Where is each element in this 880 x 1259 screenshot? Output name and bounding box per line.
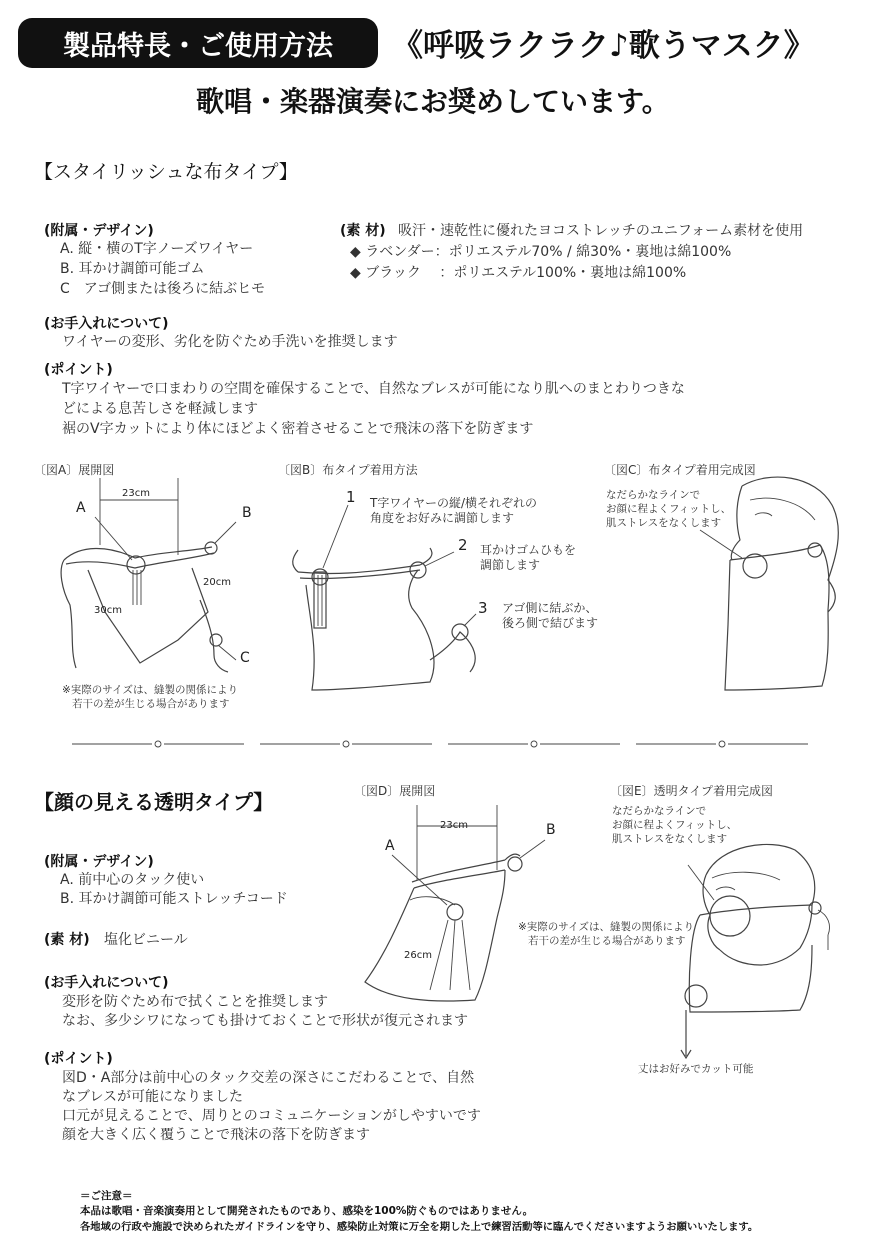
fig-e-note-line: なだらかなラインで xyxy=(612,805,707,817)
fig-b-step-text: 耳かけゴムひもを xyxy=(480,543,577,557)
clear-care-heading: (お手入れについて) xyxy=(44,975,169,991)
fig-a-label-c: C xyxy=(240,650,250,666)
fig-d-dim-width: 23cm xyxy=(440,820,468,831)
notice-line: 各地域の行政や施設で決められたガイドラインを守り、感染防止対策に万全を期した上で練習活動等に臨んでくださいますようお願いいたします。 xyxy=(80,1221,759,1233)
fig-b-step-text: アゴ側に結ぶか、 xyxy=(502,601,598,615)
fig-d-dim-height: 26cm xyxy=(404,950,432,961)
fig-e-note-line: 肌ストレスをなくします xyxy=(612,833,728,845)
fig-c-title: 〔図C〕布タイプ着用完成図 xyxy=(604,463,756,477)
fig-e-cut-note: 丈はお好みでカット可能 xyxy=(638,1063,754,1075)
fig-b-step-text: 後ろ側で結びます xyxy=(502,616,599,630)
fig-a-dim-width: 23cm xyxy=(122,488,150,499)
cloth-material-heading: (素 材) xyxy=(340,223,386,239)
cloth-design-item: A. 縦・横のT字ノーズワイヤー xyxy=(60,241,254,257)
fig-b-step-number: 1 xyxy=(346,488,356,506)
product-subtitle: 歌唱・楽器演奏にお奨めしています。 xyxy=(196,85,670,118)
fig-a-label-b: B xyxy=(242,505,252,521)
clear-point-heading: (ポイント) xyxy=(44,1051,113,1067)
clear-point-line: なブレスが可能になりました xyxy=(62,1089,244,1105)
fig-c-note-line: 肌ストレスをなくします xyxy=(606,517,722,529)
clear-design-item: B. 耳かけ調節可能ストレッチコード xyxy=(60,891,288,907)
clear-section-title: 【顔の見える透明タイプ】 xyxy=(34,790,274,814)
clear-care-line: 変形を防ぐため布で拭くことを推奨します xyxy=(62,994,328,1010)
notice-line: 本品は歌唱・音楽演奏用として開発されたものであり、感染を100%防ぐものではありません。 xyxy=(80,1205,534,1217)
product-title: 《呼吸ラクラク♪歌うマスク》 xyxy=(392,28,815,64)
fig-a-dim-side: 20cm xyxy=(203,577,231,588)
fig-b-title: 〔図B〕布タイプ着用方法 xyxy=(278,463,418,477)
fig-b-step-number: 2 xyxy=(458,536,468,554)
notice-heading: ＝ご注意＝ xyxy=(80,1190,133,1202)
clear-design-item: A. 前中心のタック使い xyxy=(60,872,205,888)
clear-point-line: 顔を大きく広く覆うことで飛沫の落下を防ぎます xyxy=(62,1127,370,1143)
clear-care-line: なお、多少シワになっても掛けておくことで形状が復元されます xyxy=(62,1013,468,1029)
fig-c-note-line: お顔に程よくフィットし、 xyxy=(606,503,732,515)
fig-d-label-b: B xyxy=(546,822,556,838)
clear-material-text: 塩化ビニール xyxy=(104,932,188,948)
fig-c-note-line: なだらかなラインで xyxy=(606,489,701,501)
cloth-design-item: B. 耳かけ調節可能ゴム xyxy=(60,261,205,277)
cloth-material-text: 吸汗・速乾性に優れたヨコストレッチのユニフォーム素材を使用 xyxy=(398,223,804,239)
fig-a-label-a: A xyxy=(76,500,86,516)
cloth-section-title: 【スタイリッシュな布タイプ】 xyxy=(34,161,298,183)
fig-d-note-line: 若干の差が生じる場合があります xyxy=(528,935,686,947)
cloth-point-line: どによる息苦しさを軽減します xyxy=(62,401,258,417)
fig-b-step-text: T字ワイヤーの縦/横それぞれの xyxy=(370,496,538,510)
fig-d-title: 〔図D〕展開図 xyxy=(354,784,436,798)
fig-d-label-a: A xyxy=(385,838,395,854)
clear-point-line: 図D・A部分は前中心のタック交差の深さにこだわることで、自然 xyxy=(62,1070,475,1086)
cloth-material-item: ◆ ブラック ：ポリエステル100%・裏地は綿100% xyxy=(350,265,687,281)
cloth-design-item: C アゴ側または後ろに結ぶヒモ xyxy=(60,281,266,297)
clear-material-heading: (素 材) xyxy=(44,932,90,948)
fig-a-note-line: ※実際のサイズは、縫製の関係により xyxy=(62,684,238,696)
cloth-care-text: ワイヤーの変形、劣化を防ぐため手洗いを推奨します xyxy=(62,334,398,350)
cloth-point-line: 裾のV字カットにより体にほどよく密着させることで飛沫の落下を防ぎます xyxy=(62,421,534,437)
fig-a-note-line: 若干の差が生じる場合があります xyxy=(72,698,230,710)
cloth-material-item: ◆ ラベンダー：ポリエステル70% / 綿30%・裏地は綿100% xyxy=(350,244,732,260)
fig-d-note-line: ※実際のサイズは、縫製の関係により xyxy=(518,921,694,933)
clear-point-line: 口元が見えることで、周りとのコミュニケーションがしやすいです xyxy=(62,1108,481,1124)
cloth-point-line: T字ワイヤーで口まわりの空間を確保することで、自然なブレスが可能になり肌へのまとわりつきな xyxy=(62,381,685,397)
fig-a-title: 〔図A〕展開図 xyxy=(34,463,115,477)
fig-e-note-line: お顔に程よくフィットし、 xyxy=(612,819,738,831)
header-badge: 製品特長・ご使用方法 xyxy=(18,18,378,68)
fig-a-dim-height: 30cm xyxy=(94,605,122,616)
clear-design-heading: (附属・デザイン) xyxy=(44,854,154,870)
cloth-design-heading: (附属・デザイン) xyxy=(44,223,154,239)
fig-b-step-number: 3 xyxy=(478,599,488,617)
cloth-care-heading: (お手入れについて) xyxy=(44,316,169,332)
fig-b-step-text: 調節します xyxy=(480,558,541,572)
fig-b-step-text: 角度をお好みに調節します xyxy=(370,511,515,525)
cloth-point-heading: (ポイント) xyxy=(44,362,113,378)
fig-e-title: 〔図E〕透明タイプ着用完成図 xyxy=(610,784,773,798)
